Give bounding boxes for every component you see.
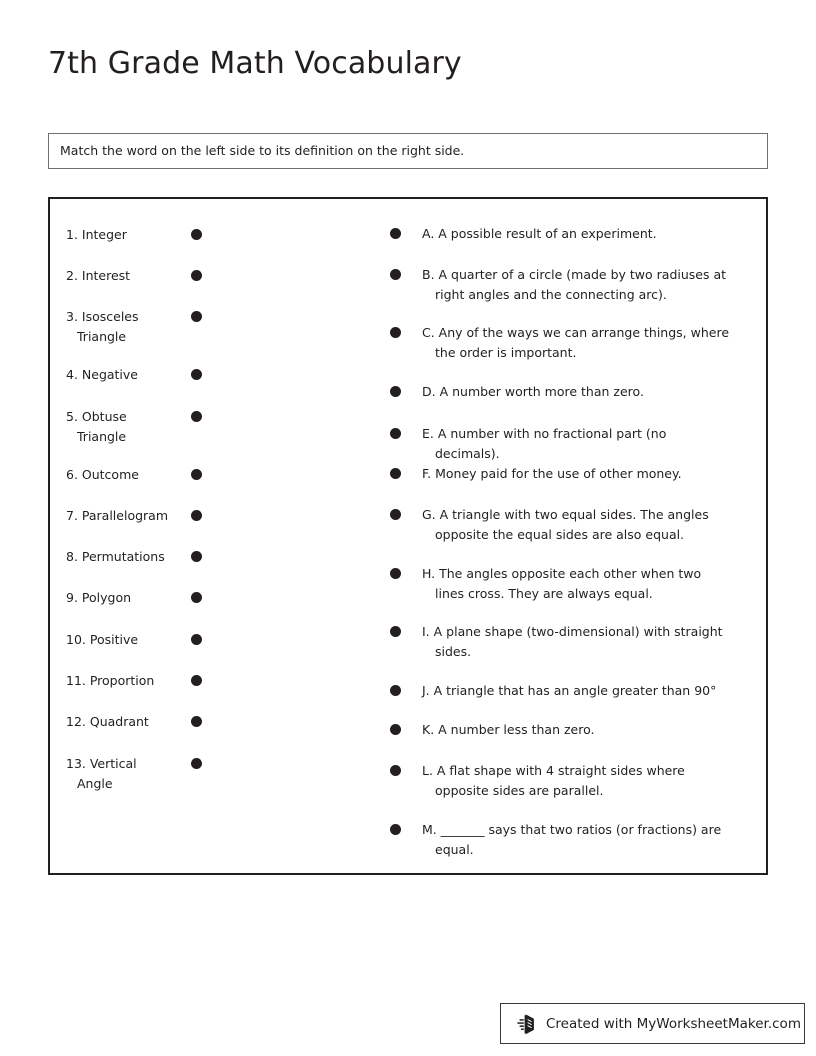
definition-label: C. Any of the ways we can arrange things, where the order is important. <box>422 325 730 360</box>
definition-label: D. A number worth more than zero. <box>422 384 644 399</box>
term-label: 6. Outcome <box>66 467 139 482</box>
definition-label: J. A triangle that has an angle greater than 90° <box>422 683 717 698</box>
term-match-dot[interactable] <box>191 270 202 281</box>
term-label: 11. Proportion <box>66 673 155 688</box>
footer-attribution-text: Created with MyWorksheetMaker.com <box>546 1015 801 1032</box>
definition-match-dot[interactable] <box>390 228 401 239</box>
term-label: 13. Vertical Angle <box>66 756 137 791</box>
term-label: 12. Quadrant <box>66 714 149 729</box>
definition-label: L. A flat shape with 4 straight sides where opposite sides are parallel. <box>422 763 685 798</box>
definition-match-dot[interactable] <box>390 468 401 479</box>
definition-match-dot[interactable] <box>390 568 401 579</box>
term-match-dot[interactable] <box>191 411 202 422</box>
definition-label: B. A quarter of a circle (made by two radiuses at right angles and the connecting arc). <box>422 267 727 302</box>
definition-label: K. A number less than zero. <box>422 722 595 737</box>
definition-label: I. A plane shape (two-dimensional) with straight sides. <box>422 624 723 659</box>
definition-match-dot[interactable] <box>390 428 401 439</box>
term-match-dot[interactable] <box>191 229 202 240</box>
definition-label: H. The angles opposite each other when two lines cross. They are always equal. <box>422 566 702 601</box>
term-label: 10. Positive <box>66 632 139 647</box>
definition-match-dot[interactable] <box>390 386 401 397</box>
term-label: 1. Integer <box>66 227 127 242</box>
definition-label: A. A possible result of an experiment. <box>422 226 657 241</box>
term-match-dot[interactable] <box>191 758 202 769</box>
term-match-dot[interactable] <box>191 469 202 480</box>
term-match-dot[interactable] <box>191 311 202 322</box>
definition-label: E. A number with no fractional part (no decimals). <box>422 426 667 461</box>
term-match-dot[interactable] <box>191 592 202 603</box>
footer-attribution-badge[interactable] <box>500 1003 805 1044</box>
definition-label: G. A triangle with two equal sides. The angles opposite the equal sides are also equal. <box>422 507 709 542</box>
instructions-text: Match the word on the left side to its definition on the right side. <box>60 142 465 158</box>
term-label: 9. Polygon <box>66 590 132 605</box>
worksheet-maker-logo-icon <box>515 1013 537 1035</box>
term-match-dot[interactable] <box>191 551 202 562</box>
term-label: 3. Isosceles Triangle <box>66 309 139 344</box>
term-label: 4. Negative <box>66 367 138 382</box>
term-match-dot[interactable] <box>191 634 202 645</box>
definition-match-dot[interactable] <box>390 626 401 637</box>
term-match-dot[interactable] <box>191 510 202 521</box>
definition-match-dot[interactable] <box>390 269 401 280</box>
term-label: 2. Interest <box>66 268 131 283</box>
page-title: 7th Grade Math Vocabulary <box>48 46 462 81</box>
definition-match-dot[interactable] <box>390 765 401 776</box>
definition-match-dot[interactable] <box>390 685 401 696</box>
term-match-dot[interactable] <box>191 369 202 380</box>
term-match-dot[interactable] <box>191 675 202 686</box>
definition-label: M. _______ says that two ratios (or fractions) are equal. <box>422 822 722 857</box>
definition-match-dot[interactable] <box>390 824 401 835</box>
matching-exercise-box <box>48 197 768 875</box>
term-match-dot[interactable] <box>191 716 202 727</box>
definition-match-dot[interactable] <box>390 509 401 520</box>
term-label: 7. Parallelogram <box>66 508 169 523</box>
definition-match-dot[interactable] <box>390 724 401 735</box>
definition-label: F. Money paid for the use of other money. <box>422 466 682 481</box>
definition-match-dot[interactable] <box>390 327 401 338</box>
term-label: 5. Obtuse Triangle <box>66 409 127 444</box>
instructions-box <box>48 133 768 169</box>
term-label: 8. Permutations <box>66 549 165 564</box>
